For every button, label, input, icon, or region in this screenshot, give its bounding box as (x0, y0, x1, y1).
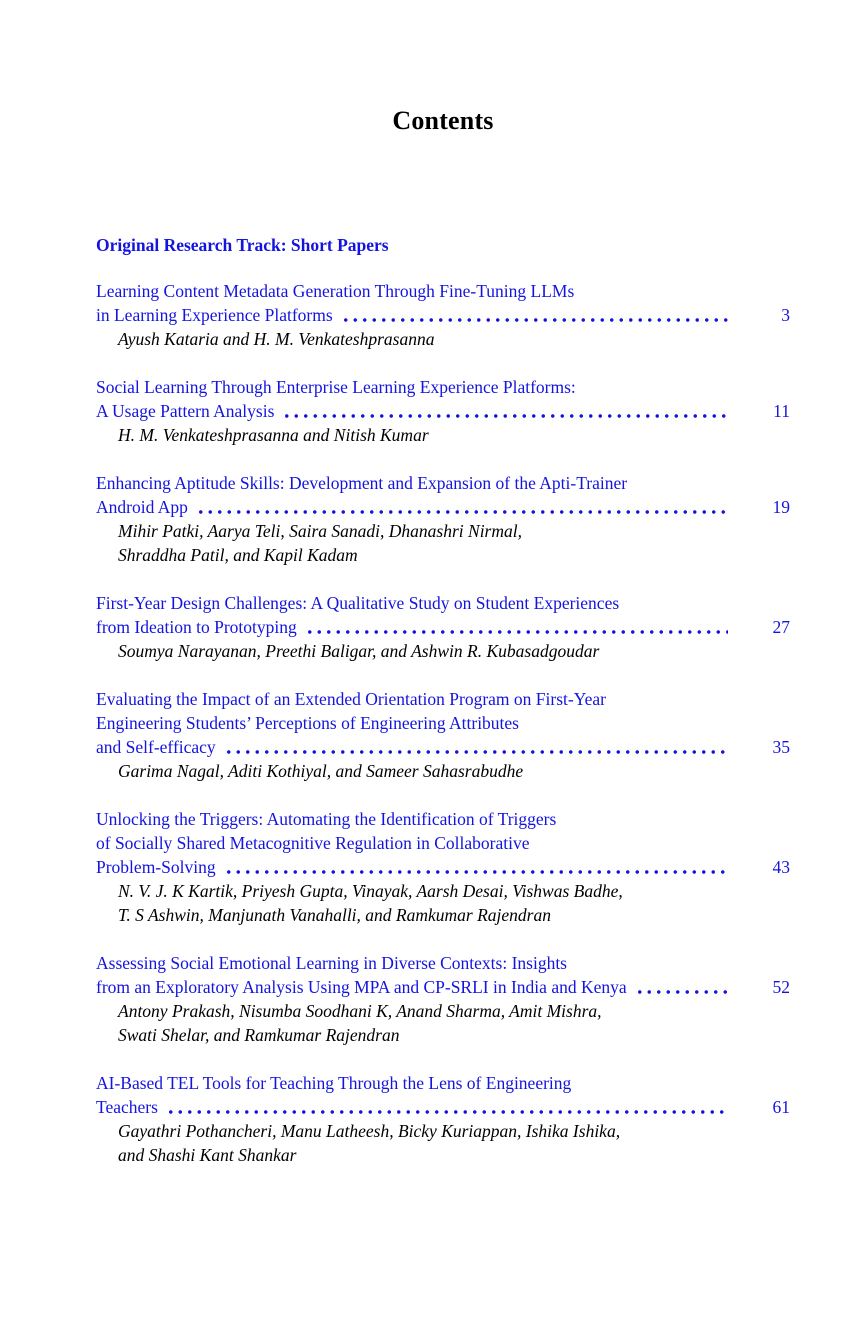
dot-leader (224, 735, 728, 759)
entry-title-line[interactable]: Enhancing Aptitude Skills: Development and Expansion of the Apti-Trainer (96, 473, 628, 493)
entry-title-line[interactable]: Problem-Solving (96, 857, 216, 877)
toc-entry (96, 1071, 790, 1167)
entry-title-line[interactable]: Evaluating the Impact of an Extended Orientation Program on First-Year (96, 689, 606, 709)
toc-entry (96, 951, 790, 1047)
entry-authors (96, 327, 790, 351)
dot-leader (166, 1095, 728, 1119)
entry-authors (96, 1119, 790, 1167)
entry-authors (96, 423, 790, 447)
page-number[interactable]: 35 (772, 737, 790, 757)
entry-title-last-line (96, 495, 790, 519)
page-number[interactable]: 19 (772, 497, 790, 517)
author-line: and Shashi Kant Shankar (118, 1145, 297, 1165)
entry-title-line[interactable]: Android App (96, 497, 188, 517)
entry-title-last-line (96, 615, 790, 639)
page-number[interactable]: 11 (773, 401, 790, 421)
entry-title-line[interactable]: from Ideation to Prototyping (96, 617, 297, 637)
author-line: Swati Shelar, and Ramkumar Rajendran (118, 1025, 400, 1045)
entry-authors (96, 519, 790, 567)
page-number[interactable]: 43 (772, 857, 790, 877)
entry-title-last-line (96, 975, 790, 999)
dot-leader (224, 855, 728, 879)
author-line: N. V. J. K Kartik, Priyesh Gupta, Vinayak, Aarsh Desai, Vishwas Badhe, (118, 881, 623, 901)
entry-title-last-line (96, 303, 790, 327)
author-line: Gayathri Pothancheri, Manu Latheesh, Bicky Kuriappan, Ishika Ishika, (118, 1121, 621, 1141)
author-line: Mihir Patki, Aarya Teli, Saira Sanadi, Dhanashri Nirmal, (118, 521, 522, 541)
author-line: Garima Nagal, Aditi Kothiyal, and Sameer Sahasrabudhe (118, 761, 524, 781)
entry-title-line[interactable]: AI-Based TEL Tools for Teaching Through the Lens of Engineering (96, 1073, 572, 1093)
toc-entry (96, 471, 790, 567)
entry-title-line[interactable]: Social Learning Through Enterprise Learning Experience Platforms: (96, 377, 576, 397)
entry-title-last-line (96, 399, 790, 423)
page-number[interactable]: 52 (772, 977, 790, 997)
toc-entry (96, 375, 790, 447)
entry-authors (96, 999, 790, 1047)
toc-entry (96, 591, 790, 663)
author-line: T. S Ashwin, Manjunath Vanahalli, and Ramkumar Rajendran (118, 905, 551, 925)
dot-leader (341, 303, 728, 327)
entry-title-line[interactable]: in Learning Experience Platforms (96, 305, 333, 325)
entry-title-line[interactable]: from an Exploratory Analysis Using MPA and CP-SRLI in India and Kenya (96, 977, 627, 997)
entry-title-line[interactable]: Assessing Social Emotional Learning in Diverse Contexts: Insights (96, 953, 567, 973)
dot-leader (196, 495, 728, 519)
toc-entry (96, 807, 790, 927)
entry-title-line[interactable]: and Self-efficacy (96, 737, 216, 757)
page-number[interactable]: 61 (772, 1097, 790, 1117)
entry-authors (96, 759, 790, 783)
author-line: H. M. Venkateshprasanna and Nitish Kumar (118, 425, 429, 445)
entry-title-line[interactable]: Engineering Students’ Perceptions of Engineering Attributes (96, 713, 519, 733)
toc-entry (96, 279, 790, 351)
entry-title-line[interactable]: of Socially Shared Metacognitive Regulation in Collaborative (96, 833, 530, 853)
dot-leader (305, 615, 728, 639)
author-line: Antony Prakash, Nisumba Soodhani K, Anand Sharma, Amit Mishra, (118, 1001, 602, 1021)
entry-title-last-line (96, 1095, 790, 1119)
toc-entry (96, 687, 790, 783)
entry-title-last-line (96, 855, 790, 879)
section-heading[interactable]: Original Research Track: Short Papers (96, 235, 389, 255)
entry-authors (96, 879, 790, 927)
dot-leader (282, 399, 728, 423)
entry-title-line[interactable]: Teachers (96, 1097, 158, 1117)
entry-title-line[interactable]: Unlocking the Triggers: Automating the Identification of Triggers (96, 809, 557, 829)
author-line: Shraddha Patil, and Kapil Kadam (118, 545, 358, 565)
entry-authors (96, 639, 790, 663)
entry-title-last-line (96, 735, 790, 759)
entry-title-line[interactable]: Learning Content Metadata Generation Through Fine-Tuning LLMs (96, 281, 575, 301)
page-number[interactable]: 27 (772, 617, 790, 637)
page-title: Contents (392, 106, 494, 135)
page-number[interactable]: 3 (781, 305, 790, 325)
entry-title-line[interactable]: A Usage Pattern Analysis (96, 401, 275, 421)
author-line: Soumya Narayanan, Preethi Baligar, and Ashwin R. Kubasadgoudar (118, 641, 600, 661)
author-line: Ayush Kataria and H. M. Venkateshprasanna (118, 329, 435, 349)
dot-leader (635, 975, 728, 999)
entry-title-line[interactable]: First-Year Design Challenges: A Qualitative Study on Student Experiences (96, 593, 620, 613)
